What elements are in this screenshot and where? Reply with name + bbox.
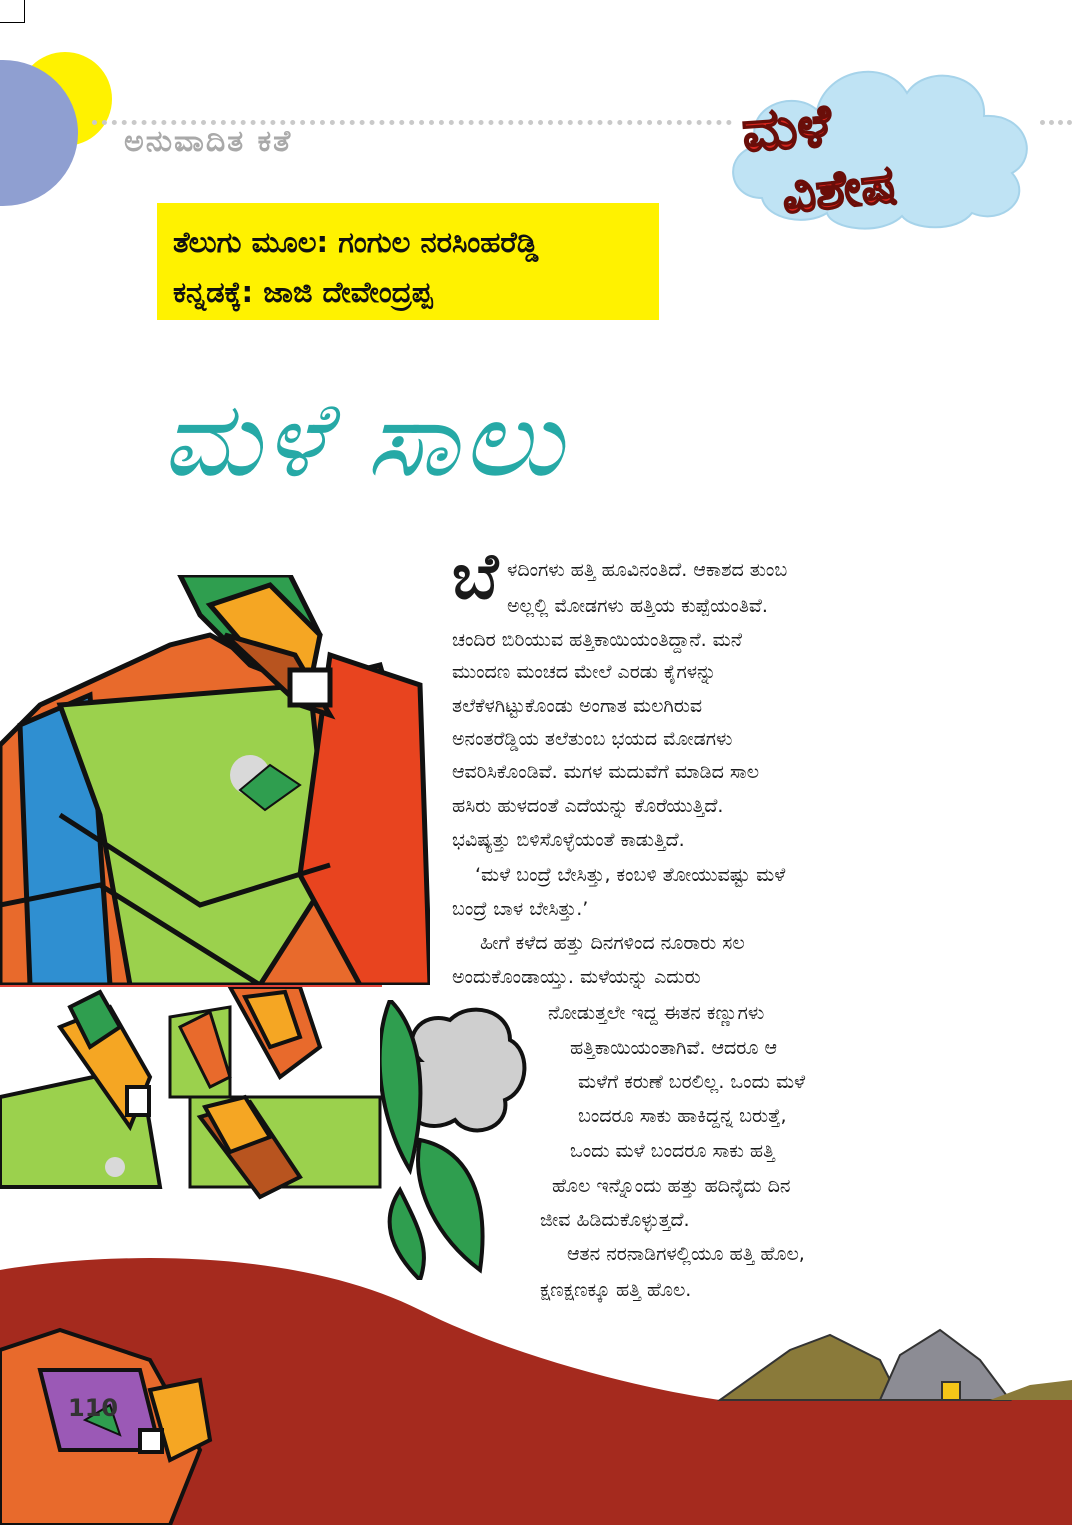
credits-box (157, 203, 659, 320)
story-line: ಆತನ ನರನಾಡಿಗಳಲ್ಲಿಯೂ ಹತ್ತಿ ಹೊಲ, (567, 1243, 805, 1265)
story-title: ಮಳೆ ಸಾಲು (162, 378, 567, 500)
story-line: ನೋಡುತ್ತಲೇ ಇದ್ದ ಈತನ ಕಣ್ಣುಗಳು (548, 1002, 765, 1024)
badge-title-line1: ಮಳೆ (739, 90, 834, 166)
story-line: ಅಲ್ಲಲ್ಲಿ ಮೋಡಗಳು ಹತ್ತಿಯ ಕುಪ್ಪೆಯಂತಿವೆ. (507, 595, 768, 617)
story-line: ಒಂದು ಮಳೆ ಬಂದರೂ ಸಾಕು ಹತ್ತಿ (570, 1140, 775, 1162)
story-line: ಹತ್ತಿಕಾಯಿಯಂತಾಗಿವೆ. ಆದರೂ ಆ (570, 1037, 778, 1059)
credit-translator: ಕನ್ನಡಕ್ಕೆ: ಜಾಜಿ ದೇವೇಂದ್ರಪ್ಪ (173, 275, 433, 309)
header-dotted-rule-right (1040, 120, 1072, 125)
story-line: ಕ್ಷಣಕ್ಷಣಕ್ಕೂ ಹತ್ತಿ ಹೊಲ. (540, 1279, 692, 1301)
story-line: ತಲೆಕೆಳಗಿಟ್ಟುಕೊಂಡು ಅಂಗಾತ ಮಲಗಿರುವ (452, 695, 703, 717)
story-line: ಳದಿಂಗಳು ಹತ್ತಿ ಹೂವಿನಂತಿದೆ. ಆಕಾಶದ ತುಂಬ (507, 559, 788, 581)
story-line: ಜೀವ ಹಿಡಿದುಕೊಳ್ಳುತ್ತದೆ. (540, 1209, 690, 1231)
story-line: ಅಂದುಕೊಂಡಾಯ್ತು. ಮಳೆಯನ್ನು ಎದುರು (452, 966, 701, 988)
story-line: ಹೊಲ ಇನ್ನೊಂದು ಹತ್ತು ಹದಿನೈದು ದಿನ (552, 1175, 791, 1197)
drop-cap: ಬೆ (452, 540, 499, 614)
story-line: ಹೀಗೆ ಕಳೆದ ಹತ್ತು ದಿನಗಳಿಂದ ನೂರಾರು ಸಲ (480, 932, 745, 954)
story-line: ಬಂದ್ರೆ ಬಾಳ ಬೇಸಿತ್ತು.’ (452, 898, 589, 920)
page-number: 110 (68, 1394, 119, 1422)
story-line: ಆವರಿಸಿಕೊಂಡಿವೆ. ಮಗಳ ಮದುವೆಗೆ ಮಾಡಿದ ಸಾಲ (452, 761, 760, 783)
story-line: ಮುಂದಣ ಮಂಚದ ಮೇಲೆ ಎರಡು ಕೈಗಳನ್ನು (452, 661, 717, 683)
story-line: ಚಂದಿರ ಬಿರಿಯುವ ಹತ್ತಿಕಾಯಿಯಂತಿದ್ದಾನೆ. ಮನೆ (452, 629, 743, 651)
section-label: ಅನುವಾದಿತ ಕತೆ (124, 124, 293, 159)
story-line: ‘ಮಳೆ ಬಂದ್ರೆ ಬೇಸಿತ್ತು, ಕಂಬಳಿ ತೋಯುವಷ್ಟು ಮಳೆ (475, 864, 786, 886)
crop-mark (0, 0, 25, 23)
badge-title-line2: ವಿಶೇಷ (779, 154, 900, 226)
credit-original: ತೆಲುಗು ಮೂಲ: ಗಂಗುಲ ನರಸಿಂಹರೆಡ್ಡಿ (173, 225, 539, 259)
story-line: ಅನಂತರೆಡ್ಡಿಯ ತಲೆತುಂಬ ಭಯದ ಮೋಡಗಳು (452, 728, 733, 750)
farmer-bottom-illustration (0, 1310, 240, 1525)
story-line: ಮಳೆಗೆ ಕರುಣೆ ಬರಲಿಲ್ಲ. ಒಂದು ಮಳೆ (578, 1071, 806, 1093)
story-line: ಭವಿಷ್ಯತ್ತು ಬಿಳಿಸೊಳ್ಳೆಯಂತೆ ಕಾಡುತ್ತಿದೆ. (452, 829, 685, 851)
story-line: ಬಂದರೂ ಸಾಕು ಹಾಕಿದ್ದನ್ನ ಬರುತ್ತೆ, (578, 1105, 787, 1127)
story-line: ಹಸಿರು ಹುಳದಂತೆ ಎದೆಯನ್ನು ಕೊರೆಯುತ್ತಿದೆ. (452, 795, 724, 817)
farmer-illustration (0, 575, 430, 985)
